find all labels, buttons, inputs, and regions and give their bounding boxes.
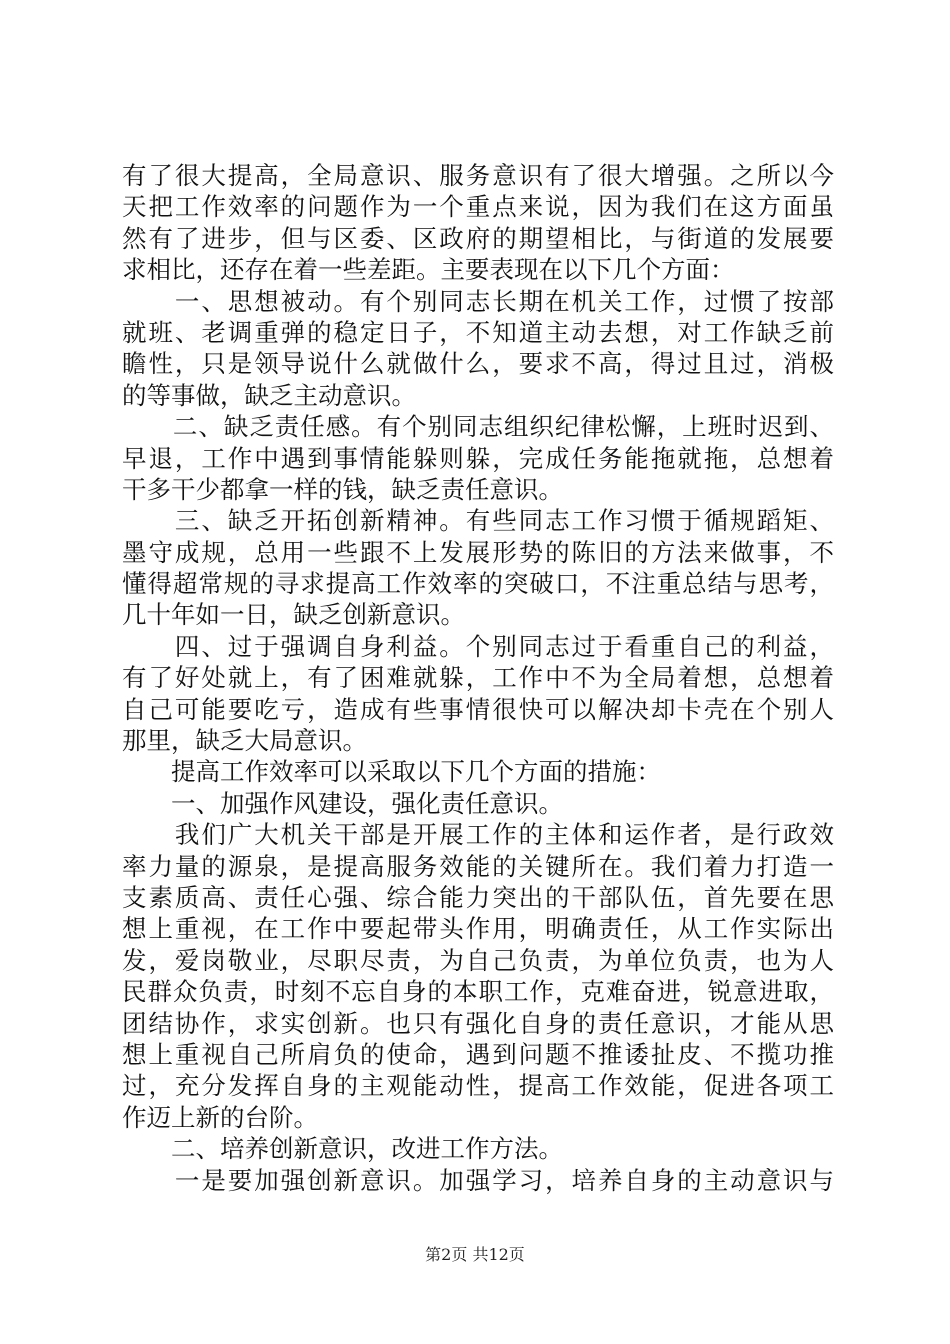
- text-line: 墨守成规，总用一些跟不上发展形势的陈旧的方法来做事，不: [122, 537, 834, 567]
- text-line: 提高工作效率可以采取以下几个方面的措施：: [122, 757, 661, 787]
- text-line: 一、思想被动。有个别同志长期在机关工作，过惯了按部: [122, 286, 834, 316]
- text-line: 早退，工作中遇到事情能躲则躲，完成任务能拖就拖，总想着: [122, 443, 834, 473]
- text-line: 就班、老调重弹的稳定日子，不知道主动去想，对工作缺乏前: [122, 317, 834, 347]
- text-line: 二、缺乏责任感。有个别同志组织纪律松懈，上班时迟到、: [122, 412, 834, 442]
- text-line: 想上重视自己所肩负的使命，遇到问题不推诿扯皮、不揽功推: [122, 1039, 834, 1069]
- text-line: 三、缺乏开拓创新精神。有些同志工作习惯于循规蹈矩、: [122, 506, 834, 536]
- text-line: 有了很大提高，全局意识、服务意识有了很大增强。之所以今: [122, 161, 834, 190]
- text-line: 然有了进步，但与区委、区政府的期望相比，与街道的发展要: [122, 223, 834, 253]
- text-line: 想上重视，在工作中要起带头作用，明确责任，从工作实际出: [122, 914, 834, 944]
- text-line: 几十年如一日，缺乏创新意识。: [122, 600, 465, 630]
- text-line: 瞻性，只是领导说什么就做什么，要求不高，得过且过，消极: [122, 349, 834, 379]
- text-line: 求相比，还存在着一些差距。主要表现在以下几个方面：: [122, 255, 735, 285]
- text-line: 二、培养创新意识，改进工作方法。: [122, 1134, 563, 1164]
- text-line: 团结协作，求实创新。也只有强化自身的责任意识，才能从思: [122, 1008, 834, 1038]
- text-line: 四、过于强调自身利益。个别同志过于看重自己的利益，: [122, 631, 834, 661]
- text-line: 一是要加强创新意识。加强学习，培养自身的主动意识与: [122, 1165, 834, 1195]
- text-line: 率力量的源泉，是提高服务效能的关键所在。我们着力打造一: [122, 851, 834, 881]
- text-line: 发，爱岗敬业，尽职尽责，为自己负责，为单位负责，也为人: [122, 945, 834, 975]
- text-line: 那里，缺乏大局意识。: [122, 726, 367, 756]
- text-line: 天把工作效率的问题作为一个重点来说，因为我们在这方面虽: [122, 192, 834, 222]
- text-line: 过，充分发挥自身的主观能动性，提高工作效能，促进各项工: [122, 1071, 834, 1101]
- text-line: 民群众负责，时刻不忘自身的本职工作，克难奋进，锐意进取，: [122, 977, 834, 1007]
- document-body: [122, 160, 834, 1196]
- text-line: 作迈上新的台阶。: [122, 1102, 318, 1132]
- text-line: 一、加强作风建设，强化责任意识。: [122, 788, 563, 818]
- text-line: 支素质高、责任心强、综合能力突出的干部队伍，首先要在思: [122, 882, 834, 912]
- text-line: 懂得超常规的寻求提高工作效率的突破口，不注重总结与思考，: [122, 569, 834, 599]
- page-number: 第2页 共12页: [425, 1245, 525, 1264]
- text-line: 自己可能要吃亏，造成有些事情很快可以解决却卡壳在个别人: [122, 694, 834, 724]
- text-line: 的等事做，缺乏主动意识。: [122, 380, 416, 410]
- text-line: 我们广大机关干部是开展工作的主体和运作者，是行政效: [122, 820, 834, 850]
- text-line: 有了好处就上，有了困难就躲，工作中不为全局着想，总想着: [122, 663, 834, 693]
- text-line: 干多干少都拿一样的钱，缺乏责任意识。: [122, 474, 563, 504]
